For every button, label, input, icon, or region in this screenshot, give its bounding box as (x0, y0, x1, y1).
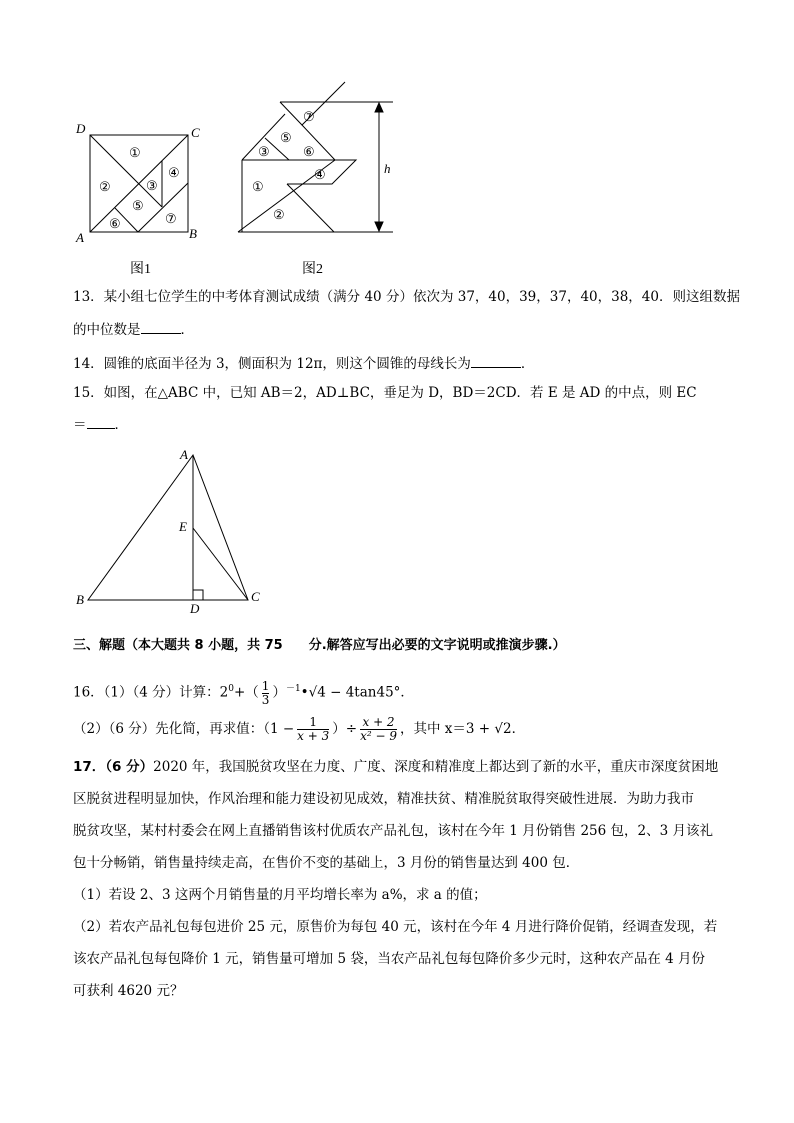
question-17-line-2: 区脱贫进程明显加快，作风治理和能力建设初见成效，精准扶贫、精准脱贫取得突破性进展．为助力我市 (73, 791, 694, 807)
figure-1-tangram-square (75, 121, 200, 277)
figure-label: D (190, 601, 200, 616)
question-17-line-4: 包十分畅销，销售量持续走高，在售价不变的基础上，3 月份的销售量达到 400 包． (73, 855, 580, 871)
question-13-line-2: 的中位数是 ． (73, 322, 194, 338)
question-13-line-1: 13．某小组七位学生的中考体育测试成绩（满分 40 分）依次为 37，40，39，37，40，38，40．则这组数据 (73, 289, 740, 305)
answer-blank (471, 355, 521, 368)
figure-label: B (76, 592, 84, 607)
figure-label: ② (273, 207, 285, 222)
figure-label: ④ (168, 165, 180, 180)
question-15-line-2: ＝ ． (73, 417, 128, 433)
question-17-part-2-line-2: 该农产品礼包每包降价 1 元，销售量可增加 5 袋，当农产品礼包每包降价多少元时，这种农产品在 4 月份 (73, 951, 706, 967)
figure-label: ① (129, 145, 141, 160)
height-label: h (384, 161, 391, 176)
answer-blank (141, 321, 181, 334)
figure-2-caption: 图2 (302, 262, 323, 277)
figure-label: ⑤ (132, 198, 144, 213)
answer-blank (87, 416, 115, 429)
question-17-line-3: 脱贫攻坚，某村村委会在网上直播销售该村优质农产品礼包，该村在今年 1 月份销售 256 包，2、3 月该礼 (73, 823, 713, 839)
question-17-part-2-line-3: 可获利 4620 元？ (73, 983, 184, 999)
vertex-a: A (76, 230, 84, 245)
vertex-b: B (189, 226, 197, 241)
figure-label: ① (252, 179, 264, 194)
triangle-figure (76, 447, 260, 616)
figure-label: ③ (258, 144, 270, 159)
figure-label: ④ (314, 167, 326, 182)
vertex-d: D (76, 121, 86, 136)
figure-label: ⑤ (280, 130, 292, 145)
question-17-part-2-line-1: （2）若农产品礼包每包进价 25 元，原售价为每包 40 元，该村在今年 4 月进行降价促销，经调查发现，若 (73, 919, 718, 935)
question-17-line-1: 17．（6 分）2020 年，我国脱贫攻坚在力度、广度、深度和精准度上都达到了新的水平，重庆市深度贫困地 (73, 759, 719, 775)
figure-label: C (251, 589, 260, 604)
figure-2-tangram-shape (238, 82, 393, 277)
question-15-line-1: 15．如图，在△ABC 中，已知 AB＝2，AD⊥BC，垂足为 D，BD＝2CD．若 E 是 AD 的中点，则 EC (73, 385, 697, 401)
figure-label: A (180, 447, 188, 462)
figure-label: ③ (146, 178, 158, 193)
figure-label: E (179, 519, 187, 534)
question-17-part-1: （1）若设 2、3 这两个月销售量的月平均增长率为 a%，求 a 的值； (73, 887, 487, 903)
figure-label: ⑥ (109, 216, 121, 231)
question-14: 14．圆锥的底面半径为 3，侧面积为 12π，则这个圆锥的母线长为 ． (73, 356, 535, 372)
figure-1-caption: 图1 (130, 262, 151, 277)
section-3-heading: 三、解题（本大题共 8 小题，共 75 分.解答应写出必要的文字说明或推演步骤.） (73, 638, 566, 653)
figure-label: ⑦ (165, 211, 177, 226)
figure-label: ② (99, 179, 111, 194)
figure-label: ⑥ (303, 144, 315, 159)
question-16-part-2: （2）（6 分）先化简，再求值：（1 − $\frac{1}{x + 3}$ ）÷ $\frac{x + 2}{\text{x² − 9}}$ ，其中 x＝3 + √2． (73, 715, 526, 743)
question-16-part-1: 16．（1）（4 分）计算：$2^0+$（ $\frac{1}{3}$ ）$^{-1}$•√4 − 4tan45°． (73, 678, 414, 707)
figure-label: ⑦ (303, 109, 315, 124)
vertex-c: C (191, 125, 200, 140)
